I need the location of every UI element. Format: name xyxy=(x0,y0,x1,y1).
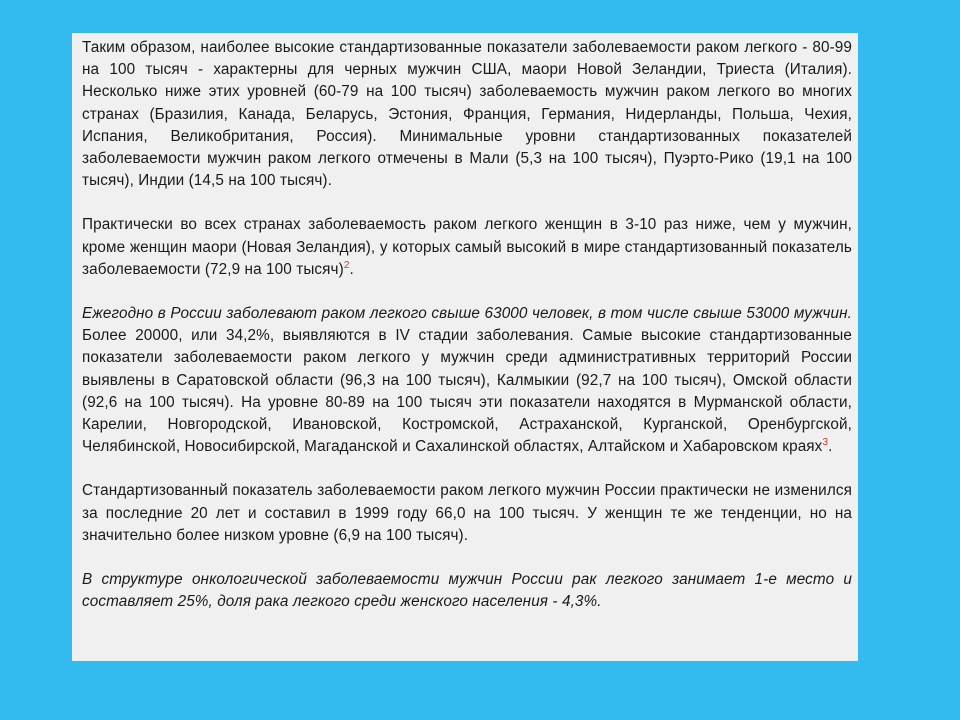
paragraph-russia-incidence: Ежегодно в России заболевают раком легкого свыше 63000 человек, в том числе свыше 53000 мужчин. Более 20000, или 34,2%, выявляются в IV стадии заболевания. Самые высокие стандартизованные показатели заболеваемости раком легкого у мужчин среди административных территорий России выявлены в Саратовской области (96,3 на 100 тысяч), Калмыкии (92,7 на 100 тысяч), Омской области (92,6 на 100 тысяч). На уровне 80-89 на 100 тысяч эти показатели находятся в Мурманской области, Карелии, Новгородской, Ивановской, Костромской, Астраханской, Курганской, Оренбургской, Челябинской, Новосибирской, Магаданской и Сахалинской областях, Алтайском и Хабаровском краях$^3$. xyxy=(82,305,852,456)
text-panel xyxy=(72,33,858,661)
paragraph-incidence-world xyxy=(82,37,852,192)
footnote-ref-3[interactable]: 3 xyxy=(822,437,829,449)
footnote-ref-2[interactable]: 2 xyxy=(343,259,350,271)
paragraph-text: Таким образом, наиболее высокие стандартизованные показатели заболеваемости раком легкого - 80-99 на 100 тысяч - характерны для черных мужчин США, маори Новой Зеландии, Триеста (Италия). Несколько ниже этих уровней (60-79 на 100 тысяч) заболеваемость мужчин раком легкого во многих странах (Бразилия, Канада, Беларусь, Эстония, Франция, Германия, Нидерланды, Польша, Чехия, Испания, Великобритания, Россия). Минимальные уровни стандартизованных показателей заболеваемости мужчин раком легкого отмечены в Мали (5,3 на 100 тысяч), Пуэрто-Рико (19,1 на 100 тысяч), Индии (14,5 на 100 тысяч). xyxy=(82,39,852,190)
paragraph-standardized-rate xyxy=(82,480,852,547)
paragraph-text: Более 20000, или 34,2%, выявляются в IV стадии заболевания. Самые высокие стандартизованные показатели заболеваемости раком легкого у мужчин среди административных территорий России выявлены в Саратовской области (96,3 на 100 тысяч), Калмыкии (92,7 на 100 тысяч), Омской области (92,6 на 100 тысяч). На уровне 80-89 на 100 тысяч эти показатели находятся в Мурманской области, Карелии, Новгородской, Ивановской, Костромской, Астраханской, Курганской, Оренбургской, Челябинской, Новосибирской, Магаданской и Сахалинской областях, Алтайском и Хабаровском краях xyxy=(82,327,852,456)
paragraph-text: Практически во всех странах заболеваемость раком легкого женщин в 3-10 раз ниже, чем у мужчин, кроме женщин маори (Новая Зеландия), у которых самый высокий в мире стандартизованный показатель заболеваемости (72,9 на 100 тысяч) xyxy=(82,216,852,278)
paragraph-women-incidence: Практически во всех странах заболеваемость раком легкого женщин в 3-10 раз ниже, чем у мужчин, кроме женщин маори (Новая Зеландия), у которых самый высокий в мире стандартизованный показатель заболеваемости (72,9 на 100 тысяч)$^2$. xyxy=(82,216,852,278)
paragraph-text: В структуре онкологической заболеваемости мужчин России рак легкого занимает 1-е место и составляет 25%, доля рака легкого среди женского населения - 4,3%. xyxy=(82,571,852,611)
paragraph-italic-text: Ежегодно в России заболевают раком легкого свыше 63000 человек, в том числе свыше 53000 мужчин. xyxy=(82,305,852,323)
paragraph-text: Стандартизованный показатель заболеваемости раком легкого мужчин России практически не изменился за последние 20 лет и составил в 1999 году 66,0 на 100 тысяч. У женщин те же тенденции, но на значительно более низком уровне (6,9 на 100 тысяч). xyxy=(82,482,852,544)
paragraph-structure xyxy=(82,569,852,613)
